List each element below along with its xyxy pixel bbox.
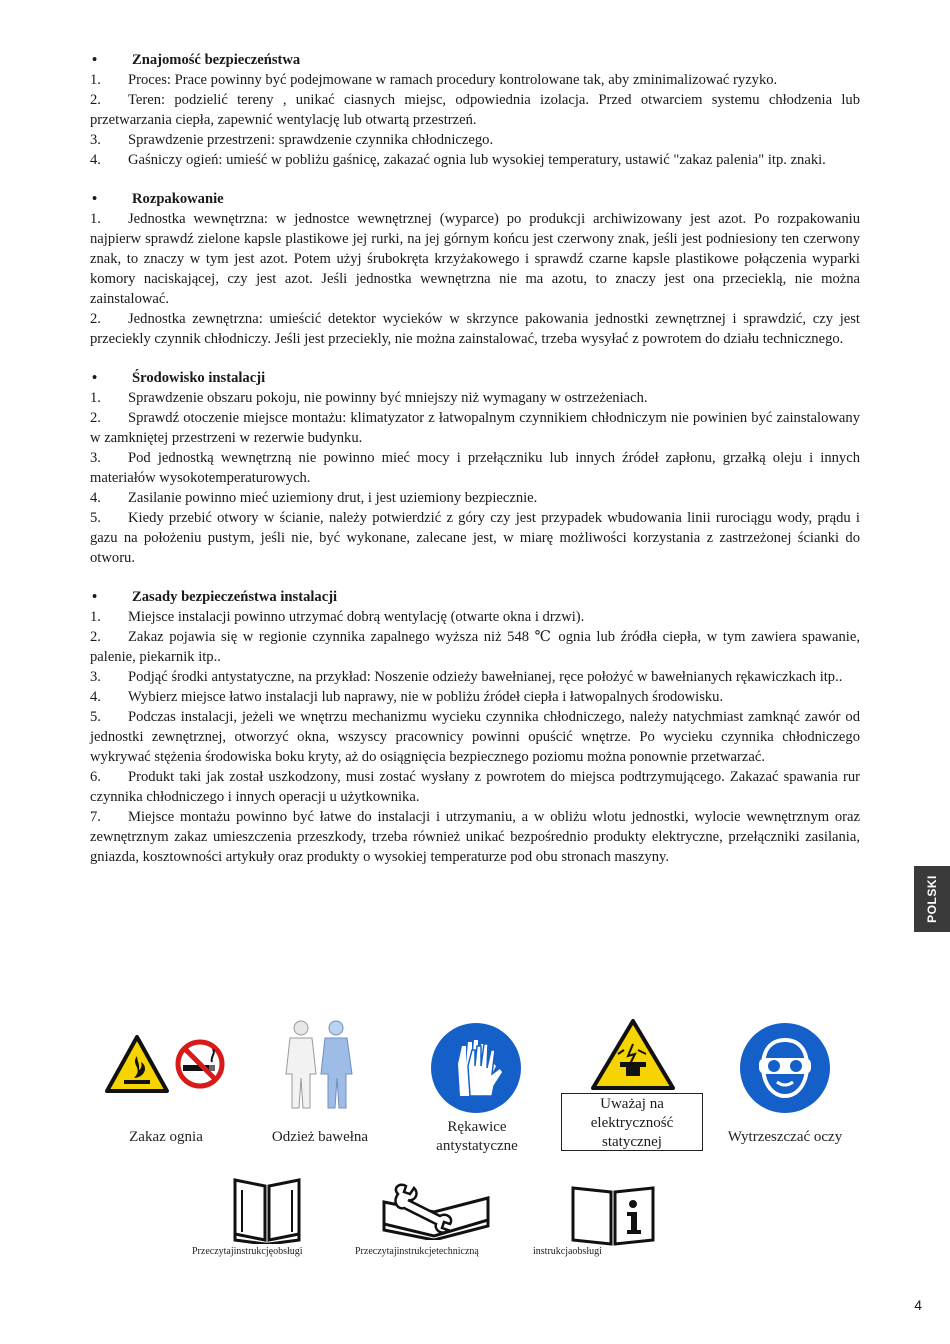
bullet-icon: • [92,191,98,207]
item-number: 3. [90,132,101,148]
section [90,368,860,568]
item-number: 2. [90,92,101,108]
list-item [90,150,860,170]
item-text: Sprawdź otoczenie miejsce montażu: klimatyzator z łatwopalnym czynnikiem chłodniczym nie powinien być zainstalowany w zamkniętej przestrzeni w rezerwie budynku. [90,410,860,446]
section [90,587,860,867]
list-item [90,707,860,767]
list-item [90,130,860,150]
language-tab [914,866,950,932]
list-item [90,488,860,508]
item-text: Zasilanie powinno mieć uziemiony drut, i jest uziemiony bezpiecznie. [128,490,538,506]
item-text: Pod jednostką wewnętrzną nie powinno mieć mocy i przełączniku lub innych źródeł zapłonu, grzałką oleju i innych materiałów wysokotemperaturowych. [90,450,860,486]
section-title: Środowisko instalacji [132,370,266,386]
cotton-clothing-icon [276,1018,366,1110]
item-text: Proces: Prace powinny być podejmowane w ramach procedury kontrolowane tak, aby zminimalizować ryzyko. [128,72,778,88]
section-heading [90,368,860,388]
item-number: 1. [90,211,101,227]
item-number: 5. [90,510,101,526]
item-text: Miejsce instalacji powinno utrzymać dobrą wentylację (otwarte okna i drzwi). [128,609,585,625]
item-text: Jednostka wewnętrzna: w jednostce wewnętrznej (wyparce) po produkcji archiwizowany jest azot. Po rozpakowaniu najpierw sprawdź zielone kapsle plastikowe jej rurki, na jej górnym końcu jest czerwony znak, jeśli jest podniesiony ten czerwony znak, to znaczy w tym jest azot. Potem użyj śrubokręta krzyżakowego i sprawdź czarne kapsle plastikowe połączenia wyparki komory naciskającej, czy jest azot. Jeśli jednostka wewnętrzna nie ma azotu, to znaczy jest ona przecieklą, nie można zainstalować. [90,211,860,307]
item-number: 4. [90,689,101,705]
item-number: 6. [90,769,101,785]
caption-eyes: Wytrzeszczać oczy [727,1129,843,1145]
item-text: Jednostka zewnętrzna: umieścić detektor wycieków w skrzynce pakowania jednostki zewnętrznej i sprawdzić, czy jest przecieklу czynnik chłodniczy. Jeśli jest przecieklу, nie można zainstalować, trzeba wysyłać z powrotem do działu technicznego. [90,311,860,347]
item-number: 2. [90,311,101,327]
item-text: Miejsce montażu powinno być łatwe do instalacji i utrzymaniu, a w obliżu wlotu jednostki, wylocie wewnętrznym oraz zewnętrznym zakaz umieszczenia przeszkody, trzeba również unikać bezpośrednio produkty elektryczne, przełączniki zasilania, gniazda, kosztowności artykuły oraz produkty o wysokiej temperaturze pod obu stronach maszyny. [90,809,860,865]
item-text: Gaśniczy ogień: umieść w pobliżu gaśnicę, zakazać ognia lub wysokiej temperatury, ustawić "zakaz palenia" itp. znaki. [128,152,826,168]
section-heading [90,587,860,607]
section-heading [90,50,860,70]
item-number: 2. [90,410,101,426]
list-item [90,209,860,309]
list-item [90,388,860,408]
item-text: Podczas instalacji, jeżeli we wnętrzu mechanizmu wycieku czynnika chłodniczego, należy natychmiast zamknąć zawór od jednostki zewnętrznej, otworzyć okna, wszyscy pracownicy powinni opuścić wnętrze. Po wycieku czynnika chłodniczego wykrywać stężenia środowiska boku kryty, aż do osiągnięcia bezpiecznego poziomu można ponownie przetwarzać. [90,709,860,765]
list-item [90,309,860,349]
item-number: 3. [90,450,101,466]
item-number: 4. [90,152,101,168]
list-item [90,687,860,707]
technical-manual-icon [380,1182,492,1240]
section-title: Zasady bezpieczeństwa instalacji [132,589,338,605]
item-number: 3. [90,669,101,685]
item-number: 4. [90,490,101,506]
page-number: 4 [914,1297,922,1313]
caption-clothing: Odzież bawełna [271,1129,369,1145]
caption-static: Uważaj na elektryczność statycznej [590,1096,674,1150]
section [90,50,860,170]
list-item [90,70,860,90]
item-text: Podjąć środki antystatyczne, na przykład: Noszenie odzieży bawełnianej, ręce położyć w bawełnianych rękawiczkach itp.. [128,669,843,685]
information-manual-icon [569,1184,657,1246]
list-item [90,667,860,687]
section-title: Znajomość bezpieczeństwa [132,52,301,68]
flammable-warning-icon [104,1034,170,1094]
item-number: 1. [90,609,101,625]
item-number: 1. [90,390,101,406]
list-item [90,807,860,867]
item-text: Sprawdzenie przestrzeni: sprawdzenie czynnika chłodniczego. [128,132,494,148]
static-warning-caption-box [561,1093,703,1151]
list-item [90,408,860,448]
bullet-icon: • [92,589,98,605]
caption-manual-read: Przeczytajinstrukcjęobsługi [192,1246,303,1257]
caption-manual-technical: Przeczytajinstrukcjetechniczną [355,1246,479,1257]
item-number: 5. [90,709,101,725]
bullet-icon: • [92,370,98,386]
list-item [90,627,860,667]
caption-manual-info: instrukcjaobsługi [533,1246,602,1257]
instruction-content [90,50,860,886]
section-title: Rozpakowanie [132,191,224,207]
caption-fire: Zakaz ognia [129,1129,203,1145]
list-item [90,767,860,807]
list-item [90,90,860,130]
item-number: 1. [90,72,101,88]
item-text: Teren: podzielić tereny , unikać ciasnych miejsc, odpowiednia izolacja. Przed otwarciem systemu chłodzenia lub przetwarzania ciepła, zapewnić wentylację lub otwartą przestrzeń. [90,92,860,128]
item-text: Sprawdzenie obszaru pokoju, nie powinny być mniejszy niż wymagany w ostrzeżeniach. [128,390,648,406]
list-item [90,607,860,627]
language-tab-label: POLSKI [925,875,940,923]
eye-protection-icon [739,1022,831,1114]
section-heading [90,189,860,209]
item-text: Kiedy przebić otwory w ścianie, należy potwierdzić z góry czy jest przypadek wbudowania linii rurociągu wody, prądu i gazu na położeniu pustym, jeśli nie, być wykonane, zalecane jest, w miarę możliwości korzystania z zastrzeżonej ścianki do otworu. [90,510,860,566]
section [90,189,860,349]
bullet-icon: • [92,52,98,68]
list-item [90,508,860,568]
list-item [90,448,860,488]
item-number: 2. [90,629,101,645]
item-text: Zakaz pojawia się w regionie czynnika zapalnego wyższa niż 548 ℃ ognia lub źródła ciepła, w tym zawiera spawanie, palenie, piekarnik itp.. [90,629,860,665]
item-number: 7. [90,809,101,825]
caption-gloves: Rękawice antystatyczne [436,1119,518,1154]
no-smoking-icon [174,1038,226,1090]
item-text: Produkt taki jak został uszkodzony, musi zostać wysłany z powrotem do miejsca podtrzymującego. Zakazać spawania rur czynnika chłodniczego i innych operacji u użytkownika. [90,769,860,805]
item-text: Wybierz miejsce łatwo instalacji lub naprawy, nie w pobliżu źródeł ciepła i łatwopalnych środowisku. [128,689,724,705]
gloves-mandatory-icon [430,1022,522,1114]
static-electricity-warning-icon [590,1018,676,1092]
operating-manual-icon [231,1176,303,1244]
